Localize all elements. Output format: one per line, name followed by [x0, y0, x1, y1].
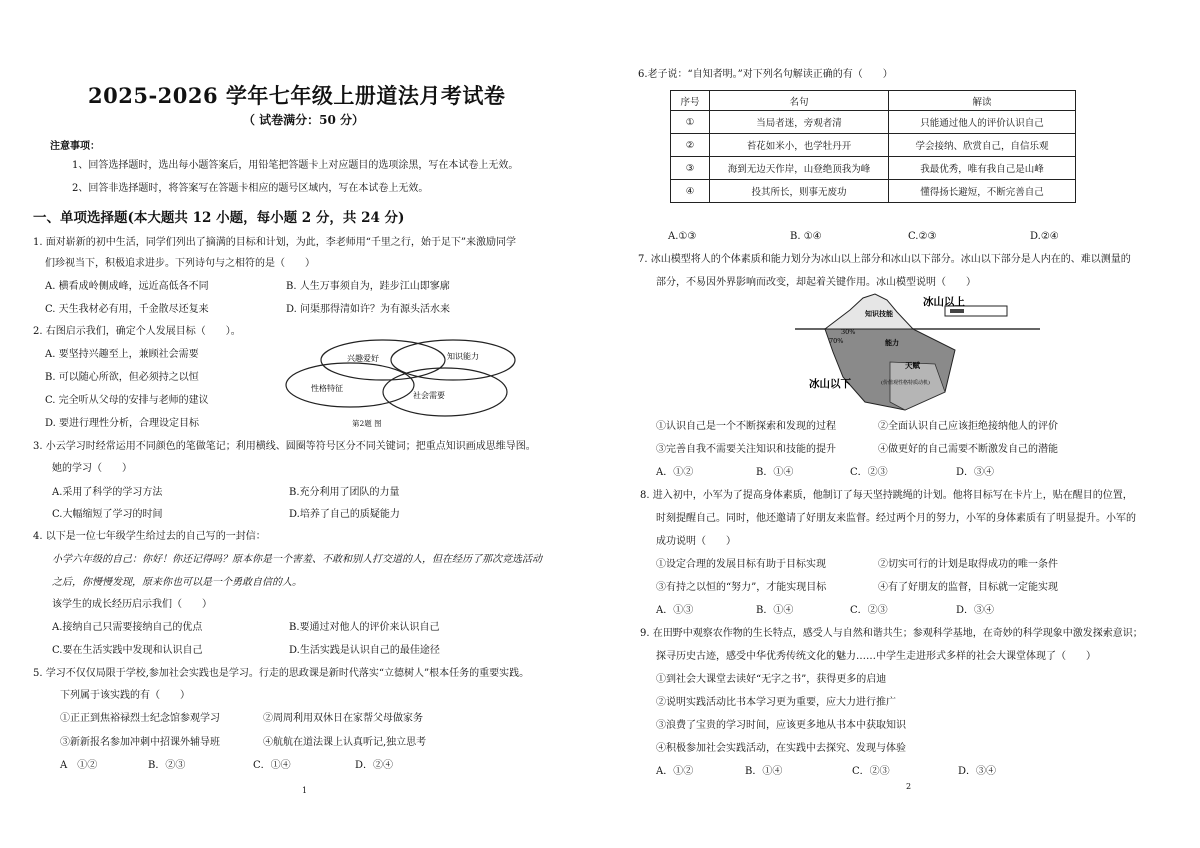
page-title: 2025-2026 学年七年级上册道法月考试卷: [88, 83, 506, 108]
q8-statement-3: ③有持之以恒的“努力”，才能实现目标: [656, 582, 827, 593]
venn-label-society: 社会需要: [413, 391, 445, 400]
iceberg-knowledge-label: 知识技能: [865, 309, 893, 318]
q4-option-d: D.生活实践是认识自己的最佳途径: [289, 645, 440, 656]
q6-option-c: C.②③: [908, 231, 937, 242]
q7-option-b: B．①④: [756, 467, 794, 478]
q6-option-b: B. ①④: [790, 231, 822, 242]
q9-option-c: C．②③: [852, 766, 890, 777]
table-row: [671, 180, 1076, 203]
venn-label-personality: 性格特征: [311, 384, 343, 393]
table-cell: 只能通过他人的评价认识自己: [889, 111, 1076, 134]
q1-option-c: C. 天生我材必有用，千金散尽还复来: [45, 304, 209, 315]
table-cell: 苔花如米小，也学牡丹开: [710, 134, 889, 157]
q7-statement-3: ③完善自我不需要关注知识和技能的提升: [656, 444, 836, 455]
q1-option-d: D. 问渠那得清如许？为有源头活水来: [286, 304, 451, 315]
q6-table: [670, 90, 1076, 203]
iceberg-above-label: 冰山以上: [923, 296, 965, 308]
q8-option-d: D．③④: [956, 605, 995, 616]
table-row: [671, 111, 1076, 134]
venn-diagram: [285, 338, 535, 430]
table-header-interpretation: 解读: [889, 91, 1076, 111]
note-1: 1、回答选择题时，选出每小题答案后，用铅笔把答题卡上对应题目的选项涂黑，写在本试卷上无效。: [72, 160, 519, 171]
q5-option-a: A ①②: [60, 760, 98, 771]
q4-letter-line1: 小学六年级的自己：你好！你还记得吗？原本你是一个害羞、不敢和别人打交道的人，但在经历了那次竞选活动: [52, 554, 542, 565]
q3-stem-line1: 3. 小云学习时经常运用不同颜色的笔做笔记；利用横线、圆圈等符号区分不同关键词；把重点知识画成思维导图。: [33, 441, 536, 452]
q6-option-a: A.①③: [668, 231, 697, 242]
q8-stem-line2: 时刻提醒自己。同时，他还邀请了好朋友来监督。经过两个月的努力，小军的身体素质有了明显提升。小军的: [656, 513, 1136, 524]
iceberg-30-label: 30%: [841, 328, 856, 336]
iceberg-below-label: 冰山以下: [809, 378, 851, 390]
q7-option-d: D．③④: [956, 467, 995, 478]
q3-option-c: C.大幅缩短了学习的时间: [52, 509, 163, 520]
q4-stem-line2: 该学生的成长经历启示我们（ ）: [52, 599, 212, 610]
q2-option-a: A. 要坚持兴趣至上，兼顾社会需要: [45, 349, 199, 360]
q1-option-b: B. 人生万事须自为，跬步江山即寥廓: [286, 281, 450, 292]
venn-label-interest: 兴趣爱好: [347, 354, 379, 363]
q4-option-b: B.要通过对他人的评价来认识自己: [289, 622, 440, 633]
table-cell: 学会接纳、欣赏自己，自信乐观: [889, 134, 1076, 157]
q1-stem-line1: 1. 面对崭新的初中生活，同学们列出了摘满的目标和计划，为此，李老师用“千里之行，始于足下”来激励同学: [33, 237, 516, 248]
table-cell: ②: [671, 134, 710, 157]
q3-option-d: D.培养了自己的质疑能力: [289, 509, 400, 520]
table-row: [671, 134, 1076, 157]
table-cell: ④: [671, 180, 710, 203]
section-heading: 一、单项选择题(本大题共 12 小题，每小题 2 分，共 24 分): [33, 210, 405, 226]
table-header-number: 序号: [671, 91, 710, 111]
q7-statement-4: ④做更好的自己需要不断激发自己的潜能: [878, 444, 1058, 455]
q5-statement-1: ①正正到焦裕禄烈士纪念馆参观学习: [60, 713, 220, 724]
venn-label-knowledge: 知识能力: [447, 352, 479, 361]
q8-stem-line1: 8. 进入初中，小军为了提高身体素质，他制订了每天坚持跳绳的计划。他将目标写在卡片上，贴在醒目的位置，: [640, 490, 1133, 501]
q9-statement-3: ③浪费了宝贵的学习时间，应该更多地从书本中获取知识: [656, 720, 906, 731]
table-cell: 当局者迷，旁观者清: [710, 111, 889, 134]
q7-statement-1: ①认识自己是一个不断探索和发现的过程: [656, 421, 836, 432]
note-2: 2、回答非选择题时，将答案写在答题卡相应的题号区域内，写在本试卷上无效。: [72, 183, 429, 194]
table-cell: ③: [671, 157, 710, 180]
page-number-2: 2: [906, 782, 912, 791]
q5-statement-2: ②周周利用双休日在家帮父母做家务: [263, 713, 423, 724]
q1-option-a: A. 横看成岭侧成峰，远近高低各不同: [45, 281, 209, 292]
q6-option-d: D.②④: [1030, 231, 1059, 242]
table-cell: 投其所长，则事无废功: [710, 180, 889, 203]
q3-option-a: A.采用了科学的学习方法: [52, 487, 163, 498]
q7-stem-line1: 7. 冰山模型将人的个体素质和能力划分为冰山以上部分和冰山以下部分。冰山以下部分是人内在的、难以测量的: [638, 254, 1131, 265]
q9-stem-line1: 9. 在田野中观察农作物的生长特点，感受人与自然和谐共生；参观科学基地，在奇妙的科学现象中激发探索意识；: [640, 628, 1143, 639]
table-cell: 我最优秀，唯有我自己是山峰: [889, 157, 1076, 180]
q4-option-a: A.接纳自己只需要接纳自己的优点: [52, 622, 203, 633]
q3-stem-line2: 她的学习（ ）: [52, 463, 132, 474]
q5-stem-line2: 下列属于该实践的有（ ）: [60, 690, 190, 701]
q8-option-b: B．①④: [756, 605, 794, 616]
q8-statement-1: ①设定合理的发展目标有助于目标实现: [656, 559, 826, 570]
q9-option-b: B．①④: [745, 766, 783, 777]
q9-stem-line2: 探寻历史古迹，感受中华优秀传统文化的魅力……中学生走进形式多样的社会大课堂体现了（ ）: [656, 651, 1096, 662]
q5-option-c: C．①④: [253, 760, 291, 771]
q1-stem-line2: 们珍视当下，积极追求进步。下列诗句与之相符的是（ ）: [45, 258, 315, 269]
q5-option-b: B．②③: [148, 760, 186, 771]
q9-statement-4: ④积极参加社会实践活动，在实践中去探究、发现与体验: [656, 743, 906, 754]
q7-option-c: C．②③: [850, 467, 888, 478]
q8-option-a: A．①③: [656, 605, 694, 616]
page-number-1: 1: [302, 786, 308, 795]
q9-statement-2: ②说明实践活动比书本学习更为重要，应大力进行推广: [656, 697, 896, 708]
q3-option-b: B.充分利用了团队的力量: [289, 487, 400, 498]
q4-option-c: C.要在生活实践中发现和认识自己: [52, 645, 203, 656]
figure-caption: 第2题 图: [352, 419, 382, 428]
q9-statement-1: ①到社会大课堂去读好“无字之书”，获得更多的启迪: [656, 674, 887, 685]
q2-option-c: C. 完全听从父母的安排与老师的建议: [45, 395, 209, 406]
q9-option-d: D．③④: [958, 766, 997, 777]
iceberg-values-label: (价值观性格特质动机): [881, 380, 930, 386]
q9-option-a: A．①②: [656, 766, 694, 777]
q5-statement-4: ④航航在道法课上认真听记,独立思考: [263, 737, 427, 748]
q2-stem: 2. 右图启示我们，确定个人发展目标（ ）。: [33, 326, 241, 337]
table-header-row: [671, 91, 1076, 111]
q8-statement-4: ④有了好朋友的监督，目标就一定能实现: [878, 582, 1058, 593]
page-subtitle: （ 试卷满分：50 分）: [243, 113, 365, 127]
table-header-quote: 名句: [710, 91, 889, 111]
q5-option-d: D．②④: [355, 760, 394, 771]
q2-option-b: B. 可以随心所欲，但必须持之以恒: [45, 372, 199, 383]
q4-stem: 4. 以下是一位七年级学生给过去的自己写的一封信：: [33, 531, 266, 542]
q7-statement-2: ②全面认识自己应该拒绝接纳他人的评价: [878, 421, 1058, 432]
iceberg-diagram: [795, 292, 1045, 417]
q8-stem-line3: 成功说明（ ）: [656, 536, 736, 547]
q2-option-d: D. 要进行理性分析，合理设定目标: [45, 418, 200, 429]
q5-stem-line1: 5. 学习不仅仅局限于学校,参加社会实践也是学习。行走的思政课是新时代落实“立德树人”根本任务的重要实践。: [33, 668, 530, 679]
q4-letter-line2: 之后，你慢慢发现，原来你也可以是一个勇敢自信的人。: [52, 577, 302, 588]
table-cell: ①: [671, 111, 710, 134]
iceberg-talent-label: 天赋: [905, 361, 920, 370]
iceberg-ability-label: 能力: [885, 338, 899, 347]
iceberg-70-label: 70%: [829, 337, 844, 345]
q6-stem: 6.老子说：“自知者明。”对下列名句解读正确的有（ ）: [638, 69, 893, 80]
table-cell: 海到无边天作岸，山登绝顶我为峰: [710, 157, 889, 180]
q5-statement-3: ③新新报名参加冲刺中招课外辅导班: [60, 737, 220, 748]
q7-stem-line2: 部分，不易因外界影响而改变，却起着关键作用。冰山模型说明（ ）: [656, 277, 976, 288]
q7-option-a: A．①②: [656, 467, 694, 478]
q8-statement-2: ②切实可行的计划是取得成功的唯一条件: [878, 559, 1058, 570]
q8-option-c: C．②③: [850, 605, 888, 616]
notes-heading: 注意事项：: [50, 141, 100, 152]
table-row: [671, 157, 1076, 180]
table-cell: 懂得扬长避短，不断完善自己: [889, 180, 1076, 203]
